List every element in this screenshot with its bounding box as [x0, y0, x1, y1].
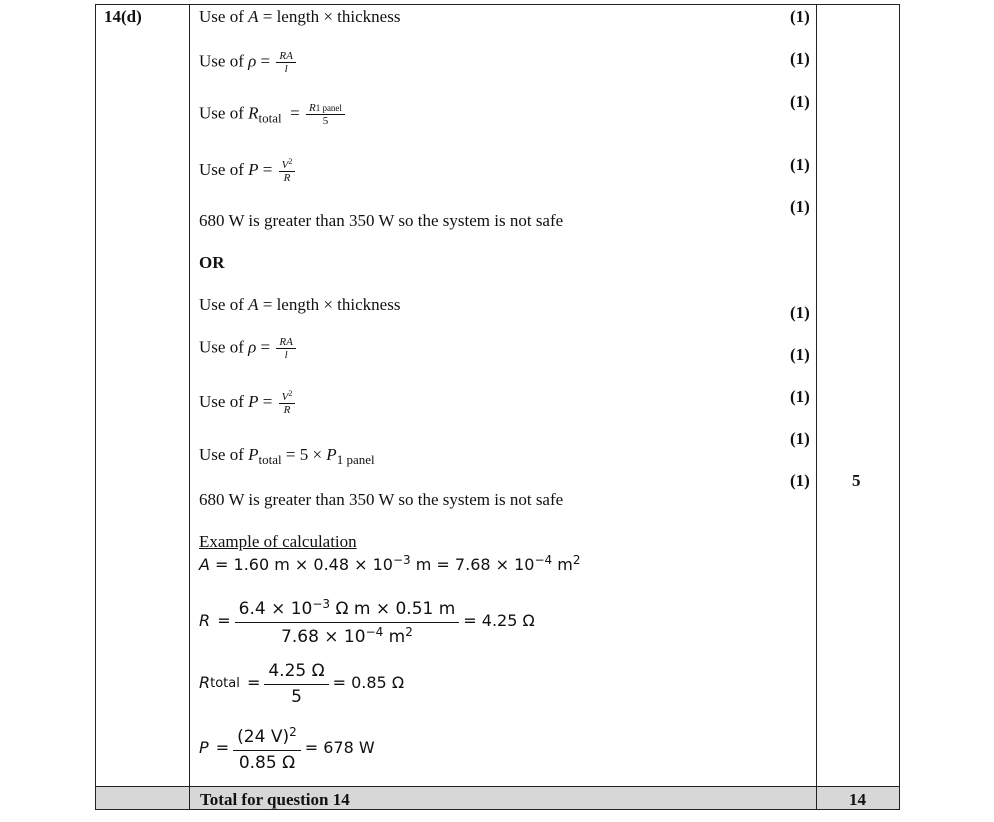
equals-five-times: = 5 ×: [281, 445, 327, 464]
step-label: Use of: [199, 392, 249, 411]
method1-mark4: (1): [790, 155, 810, 174]
method2-mark4: (1): [790, 429, 810, 448]
variable-a: A: [248, 7, 259, 26]
method2-step1: [199, 296, 400, 313]
power-result: = 678 W: [304, 738, 375, 758]
total-resistance-calculation: R total = $\frac{4.25 \Omega}{5}$ = 0.85 Ω: [199, 661, 405, 707]
subscript: 1 panel: [336, 452, 375, 467]
method1-step4: Use of P = $\frac{V^2}{R}$: [199, 158, 297, 184]
variable-p: P: [326, 445, 337, 464]
total-marks: 14: [849, 790, 866, 809]
numerator-sup: 2: [288, 389, 293, 398]
method1-step5: 680 W is greater than 350 W so the system is not safe: [199, 211, 564, 230]
area-part: m = 7.68 × 10: [410, 555, 535, 574]
fraction-denominator: l: [284, 63, 288, 76]
step-label: Use of: [199, 103, 249, 123]
area-part: m: [552, 555, 573, 574]
fraction-denominator: R: [283, 404, 291, 417]
method1-mark3: (1): [790, 92, 810, 111]
variable-r: R: [199, 611, 211, 631]
fraction: [276, 50, 295, 75]
exponent: 2: [405, 624, 413, 639]
step-label: Use of: [199, 51, 249, 71]
method1-step1: [199, 8, 400, 25]
total-label: Total for question 14: [200, 790, 350, 809]
method2-step3: Use of P = $\frac{V^2}{R}$: [199, 390, 297, 416]
exponent: 2: [289, 725, 297, 739]
question-part-total: 5: [852, 471, 861, 490]
exponent: −4: [534, 553, 553, 567]
or-label: OR: [199, 253, 225, 272]
num-part: (24 V): [237, 727, 290, 747]
method1-mark1: (1): [790, 7, 810, 26]
variable-a: A: [199, 555, 210, 574]
fraction-denominator: [277, 623, 417, 647]
fraction-numerator: RA: [276, 50, 295, 63]
subscript: total: [258, 110, 282, 126]
subscript: total: [258, 452, 282, 467]
method1-mark5: (1): [790, 197, 810, 216]
fraction-denominator: l: [284, 349, 288, 362]
numerator-var: V: [281, 391, 289, 403]
fraction-numerator: [279, 158, 296, 172]
column-divider-1-overlay: [189, 5, 190, 809]
resistance-fraction: [235, 596, 460, 646]
step-label: Use of: [199, 337, 249, 357]
fraction-denominator: 5: [291, 686, 302, 707]
variable-r: R: [248, 103, 259, 123]
fraction: [279, 158, 296, 184]
method2-step4: [199, 446, 375, 466]
method1-step3: Use of $R_{total}$ = $\frac{\text{R1 panel}}{5}$: [199, 102, 347, 127]
den-part: m: [383, 626, 406, 647]
exponent: −3: [312, 597, 331, 611]
area-part: = 1.60 m × 0.48 × 10: [209, 555, 393, 574]
fraction-denominator: 5: [322, 115, 329, 128]
fraction-numerator: [279, 390, 296, 404]
step-rest: = length × thickness: [258, 7, 401, 26]
method2-mark3: (1): [790, 387, 810, 406]
total-resistance-fraction: [264, 660, 328, 706]
method2-step2: Use of ρ = $\frac{RA}{l}$: [199, 336, 298, 361]
fraction-denominator: R: [283, 172, 291, 185]
fraction: [279, 390, 296, 416]
subscript: total: [210, 675, 240, 691]
variable-r: R: [199, 673, 211, 693]
fraction: [276, 336, 295, 361]
step-label: Use of: [199, 445, 249, 464]
step-label: Use of: [199, 160, 249, 179]
variable-a: A: [248, 295, 259, 314]
fraction-denominator: 0.85 Ω: [238, 752, 296, 773]
variable-p: P: [248, 445, 259, 464]
column-divider-2-overlay: [816, 5, 817, 809]
resistance-calculation: R = $\frac{6.4 \times 10^{-3} \Omega m \times 0.51 m}{7.68 \times 10^{-4} m^2}$ = 4.25 Ω: [199, 597, 535, 647]
step-label: Use of: [199, 295, 249, 314]
method2-mark1: (1): [790, 303, 810, 322]
method1-mark2: (1): [790, 49, 810, 68]
exponent: −4: [365, 624, 384, 639]
exponent: 2: [572, 553, 581, 567]
numerator-sup: 2: [288, 157, 293, 166]
fraction: [306, 102, 345, 127]
power-calculation: P = $\frac{(24 V)^2}{0.85 \Omega}$ = 678 W: [199, 725, 375, 773]
numerator-var: R: [308, 102, 316, 114]
example-heading: Example of calculation: [199, 532, 357, 551]
exponent: −3: [392, 553, 411, 567]
variable-rho: ρ: [248, 51, 257, 71]
fraction-numerator: [233, 724, 301, 751]
den-part: 7.68 × 10: [281, 626, 366, 647]
method1-step2: Use of ρ = $\frac{RA}{l}$: [199, 50, 298, 75]
method2-mark5: (1): [790, 471, 810, 490]
fraction-numerator: 4.25 Ω: [264, 660, 328, 685]
area-calculation: [199, 554, 581, 573]
num-part: 6.4 × 10: [238, 599, 313, 619]
numerator-var: V: [281, 159, 289, 171]
resistance-result: = 4.25 Ω: [463, 611, 535, 631]
variable-rho: ρ: [248, 337, 257, 357]
power-fraction: [233, 724, 301, 772]
method2-step5: 680 W is greater than 350 W so the system is not safe: [199, 490, 564, 509]
numerator-sub: 1 panel: [315, 103, 342, 113]
fraction-numerator: [306, 102, 345, 115]
fraction-numerator: [235, 596, 460, 623]
fraction-numerator: RA: [276, 336, 295, 349]
step-label: Use of: [199, 7, 249, 26]
variable-p: P: [248, 392, 259, 411]
num-part: Ω m × 0.51 m: [330, 599, 456, 619]
step-rest: = length × thickness: [258, 295, 401, 314]
method2-mark2: (1): [790, 345, 810, 364]
variable-p: P: [199, 738, 209, 758]
total-resistance-result: = 0.85 Ω: [332, 673, 405, 693]
question-number: 14(d): [104, 7, 142, 26]
variable-p: P: [248, 160, 259, 179]
